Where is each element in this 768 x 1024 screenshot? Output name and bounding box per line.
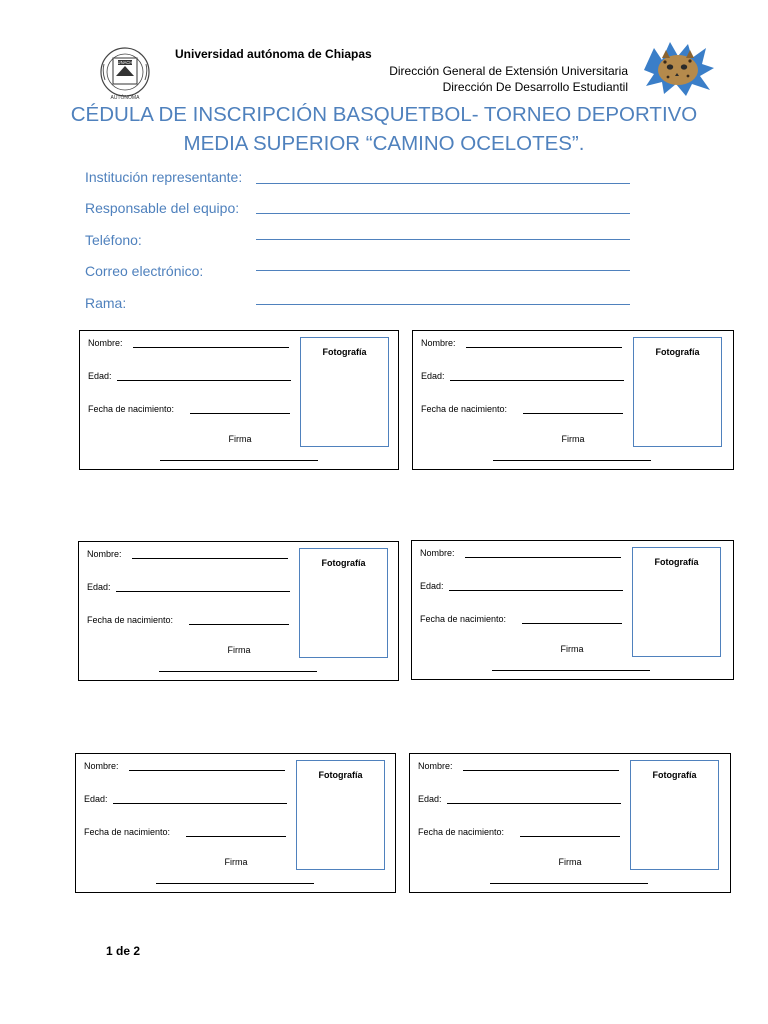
player-card [412, 330, 734, 470]
direction-general: Dirección General de Extensión Universitaria [389, 64, 628, 78]
name-label: Nombre: [87, 549, 122, 559]
institution-field[interactable] [256, 183, 630, 184]
signature-label: Firma [558, 857, 582, 867]
birthdate-field[interactable] [523, 413, 623, 414]
email-label: Correo electrónico: [85, 263, 204, 279]
photo-label: Fotografía [654, 557, 699, 567]
age-label: Edad: [88, 371, 112, 381]
name-label: Nombre: [88, 338, 123, 348]
page-title [40, 100, 728, 158]
age-label: Edad: [87, 582, 111, 592]
age-field[interactable] [449, 590, 623, 591]
photo-box[interactable] [296, 760, 385, 870]
signature-line[interactable] [160, 460, 318, 461]
name-field[interactable] [465, 557, 621, 558]
name-label: Nombre: [420, 548, 455, 558]
title-line-1: CÉDULA DE INSCRIPCIÓN BASQUETBOL- TORNEO DEPORTIVO [70, 103, 698, 126]
birthdate-field[interactable] [186, 836, 286, 837]
signature-label: Firma [228, 434, 252, 444]
age-label: Edad: [84, 794, 108, 804]
name-field[interactable] [129, 770, 285, 771]
age-field[interactable] [450, 380, 624, 381]
seal-caption: AUTÓNOMA [110, 95, 140, 100]
signature-label: Firma [224, 857, 248, 867]
birthdate-label: Fecha de nacimiento: [418, 827, 505, 837]
signature-line[interactable] [490, 883, 648, 884]
photo-box[interactable] [299, 548, 388, 658]
age-label: Edad: [421, 371, 445, 381]
name-field[interactable] [463, 770, 619, 771]
age-label: Edad: [420, 581, 444, 591]
birthdate-label: Fecha de nacimiento: [421, 404, 508, 414]
photo-label: Fotografía [652, 770, 697, 780]
age-field[interactable] [447, 803, 621, 804]
player-card [409, 753, 731, 893]
university-name: Universidad autónoma de Chiapas [175, 47, 372, 61]
name-field[interactable] [466, 347, 622, 348]
title-line-2: MEDIA SUPERIOR “CAMINO OCELOTES”. [183, 132, 585, 155]
photo-label: Fotografía [321, 558, 366, 568]
name-label: Nombre: [418, 761, 453, 771]
birthdate-field[interactable] [189, 624, 289, 625]
seal-text: UNACH [117, 59, 133, 65]
signature-label: Firma [561, 434, 585, 444]
birthdate-label: Fecha de nacimiento: [84, 827, 171, 837]
photo-box[interactable] [300, 337, 389, 447]
phone-label: Teléfono: [85, 232, 142, 248]
signature-line[interactable] [493, 460, 651, 461]
photo-label: Fotografía [322, 347, 367, 357]
age-field[interactable] [116, 591, 290, 592]
birthdate-label: Fecha de nacimiento: [420, 614, 507, 624]
phone-field[interactable] [256, 239, 630, 240]
age-field[interactable] [117, 380, 291, 381]
name-field[interactable] [133, 347, 289, 348]
photo-box[interactable] [632, 547, 721, 657]
direction-development: Dirección De Desarrollo Estudiantil [442, 80, 628, 94]
name-field[interactable] [132, 558, 288, 559]
birthdate-field[interactable] [520, 836, 620, 837]
signature-line[interactable] [156, 883, 314, 884]
photo-box[interactable] [630, 760, 719, 870]
signature-label: Firma [560, 644, 584, 654]
institution-label: Institución representante: [85, 169, 243, 185]
photo-label: Fotografía [318, 770, 363, 780]
age-field[interactable] [113, 803, 287, 804]
player-card [75, 753, 396, 893]
university-seal-logo [96, 46, 154, 100]
email-field[interactable] [256, 270, 630, 271]
branch-label: Rama: [85, 295, 127, 311]
birthdate-label: Fecha de nacimiento: [87, 615, 174, 625]
branch-field[interactable] [256, 304, 630, 305]
photo-label: Fotografía [655, 347, 700, 357]
name-label: Nombre: [84, 761, 119, 771]
photo-box[interactable] [633, 337, 722, 447]
birthdate-field[interactable] [522, 623, 622, 624]
player-card [78, 541, 399, 681]
player-card [411, 540, 734, 680]
responsible-label: Responsable del equipo: [85, 200, 240, 216]
name-label: Nombre: [421, 338, 456, 348]
page-number: 1 de 2 [106, 944, 141, 958]
birthdate-field[interactable] [190, 413, 290, 414]
age-label: Edad: [418, 794, 442, 804]
ocelot-mascot-logo [640, 40, 716, 98]
signature-label: Firma [227, 645, 251, 655]
player-card [79, 330, 399, 470]
signature-line[interactable] [492, 670, 650, 671]
responsible-field[interactable] [256, 213, 630, 214]
birthdate-label: Fecha de nacimiento: [88, 404, 175, 414]
signature-line[interactable] [159, 671, 317, 672]
